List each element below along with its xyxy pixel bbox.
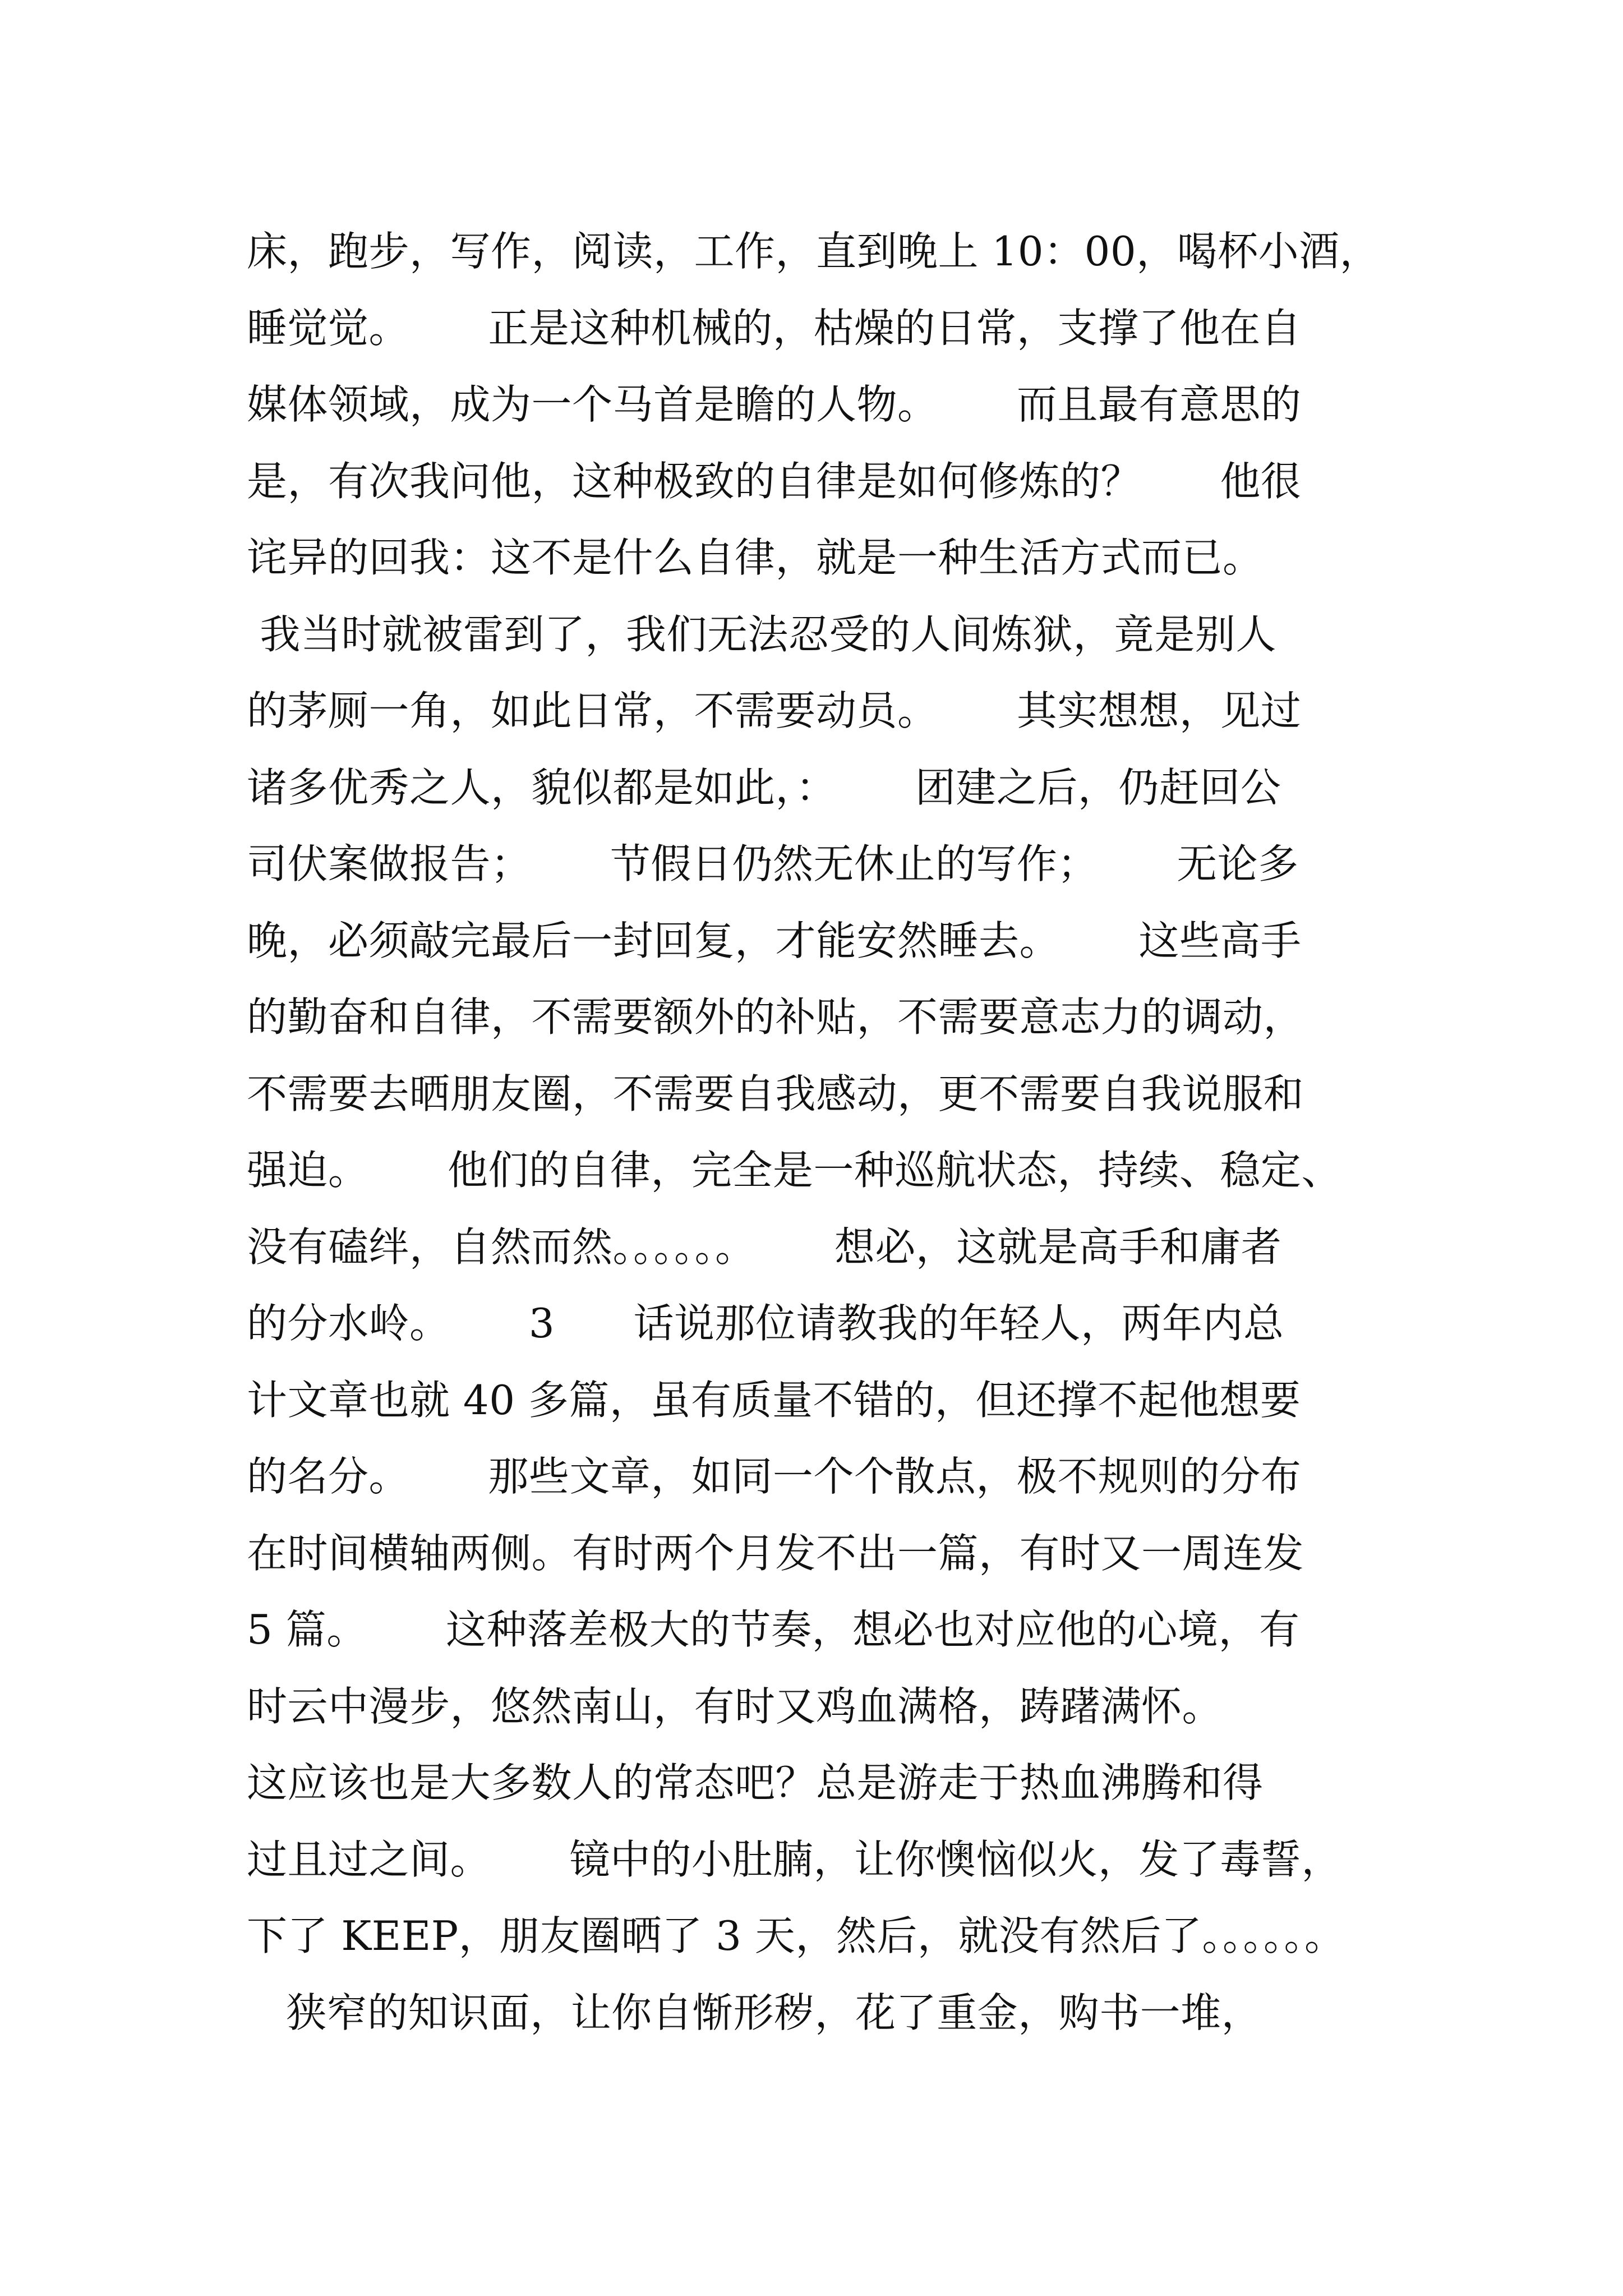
text-line: 司伏案做报告； 节假日仍然无休止的写作； 无论多: [247, 840, 1299, 887]
text-line: 时云中漫步，悠然南山，有时又鸡血满格，踌躇满怀。: [247, 1682, 1223, 1730]
text-line: 的勤奋和自律，不需要额外的补贴，不需要意志力的调动，: [247, 993, 1304, 1041]
text-line: 我当时就被雷到了，我们无法忍受的人间炼狱，竟是别人: [247, 610, 1276, 658]
text-line: 的分水岭。 3 话说那位请教我的年轻人，两年内总: [247, 1300, 1284, 1347]
text-line: 床，跑步，写作，阅读，工作，直到晚上 10：00，喝杯小酒，: [247, 228, 1381, 275]
text-line: 晚，必须敲完最后一封回复，才能安然睡去。 这些高手: [247, 917, 1302, 964]
body-text: [247, 213, 1391, 2051]
text-line: 下了 KEEP，朋友圈晒了 3 天，然后，就没有然后了。。。。。。: [247, 1912, 1345, 1959]
text-line: 5 篇。 这种落差极大的节奏，想必也对应他的心境，有: [247, 1606, 1300, 1653]
text-line: 诧异的回我：这不是什么自律，就是一种生活方式而已。: [247, 534, 1264, 581]
text-line: 狭窄的知识面，让你自惭形秽，花了重金，购书一堆，: [247, 1989, 1262, 2036]
text-line: 媒体领域，成为一个马首是瞻的人物。 而且最有意思的: [247, 381, 1302, 428]
text-line: 没有磕绊，自然而然。。。。。。 想必，这就是高手和庸者: [247, 1223, 1282, 1271]
text-line: 这应该也是大多数人的常态吧？总是游走于热血沸腾和得: [247, 1759, 1264, 1806]
text-line: 的名分。 那些文章，如同一个个散点，极不规则的分布: [247, 1453, 1302, 1500]
text-line: 诸多优秀之人，貌似都是如此，： 团建之后，仍赶回公: [247, 763, 1281, 811]
text-line: 的茅厕一角，如此日常，不需要动员。 其实想想，见过: [247, 687, 1302, 734]
text-line: 是，有次我问他，这种极致的自律是如何修炼的？ 他很: [247, 457, 1302, 505]
text-line: 强迫。 他们的自律，完全是一种巡航状态，持续、稳定、: [247, 1147, 1342, 1194]
text-line: 过且过之间。 镜中的小肚腩，让你懊恼似火，发了毒誓，: [247, 1835, 1342, 1883]
text-line: 在时间横轴两侧。有时两个月发不出一篇，有时又一周连发: [247, 1529, 1304, 1577]
text-line: 睡觉觉。 正是这种机械的，枯燥的日常，支撑了他在自: [247, 304, 1302, 352]
text-line: 计文章也就 40 多篇，虽有质量不错的，但还撑不起他想要: [247, 1376, 1301, 1424]
text-line: 不需要去晒朋友圈，不需要自我感动，更不需要自我说服和: [247, 1070, 1304, 1117]
